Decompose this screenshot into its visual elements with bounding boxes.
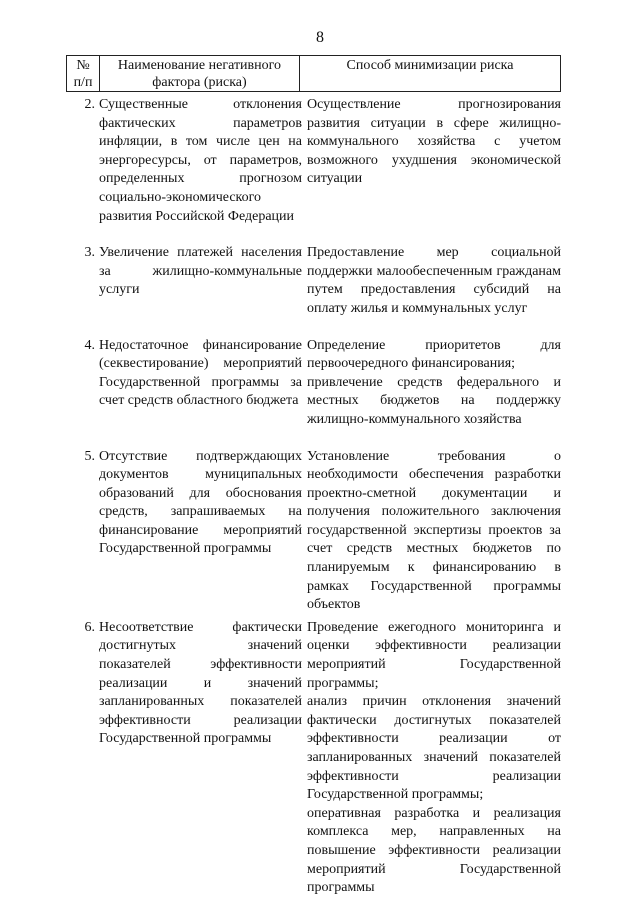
row-num: 2. [84,97,95,112]
table-row [66,619,561,898]
row-factor: Существенные отклонения фактических параметров инфляции, в том числе цен на энергоресурсы, от параметров, определенных прогнозом социально-экономического развития Российской Федерации [99,97,302,224]
row-factor: Недостаточное финансирование (секвестирование) мероприятий Государственной программы за счет средств областного бюджета [99,337,302,409]
row-num: 3. [84,245,95,261]
header-num: № п/п [67,56,100,92]
row-factor: Отсутствие подтверждающих документов муниципальных образований для обоснования средств, запрашиваемых на финансирование мероприятий Государственной программы [99,448,302,557]
table-row [66,244,561,318]
method-paragraph: Предоставление мер социальной поддержки малообеспеченным гражданам путем предоставления субсидий на оплату жилья и коммунальных услуг [307,245,561,316]
method-paragraph: Установление требования о необходимости обеспечения разработки проектно-сметной документации и получения положительного заключения государственной экспертизы проектов за счет средств местных бюджетов по планируемым к финансированию в рамках Государственной программы объектов [307,448,561,613]
row-method [307,244,561,318]
header-method: Способ минимизации риска [300,56,561,92]
risk-table-header [66,55,561,92]
row-method [307,96,561,189]
table-row [66,337,561,430]
row-num: 4. [84,337,95,353]
row-num: 5. [84,448,95,464]
page-number: 8 [316,29,324,46]
method-paragraph: привлечение средств федерального и местных бюджетов на поддержку жилищно-коммунального хозяйства [307,374,561,427]
method-paragraph: оперативная разработка и реализация комплекса мер, направленных на повышение эффективности реализации мероприятий Государственной программы [307,805,561,896]
row-method [307,448,561,615]
row-method [307,337,561,430]
row-num: 6. [84,619,95,635]
method-paragraph: Осуществление прогнозирования развития ситуации в сфере жилищно-коммунального хозяйства с учетом возможного ухудшения экономической ситуации [307,97,561,187]
method-paragraph: Определение приоритетов для первоочередного финансирования; [307,337,561,372]
row-method [307,619,561,898]
header-factor: Наименование негативного фактора (риска) [100,56,300,92]
row-factor: Увеличение платежей населения за жилищно-коммунальные услуги [99,245,302,298]
method-paragraph: анализ причин отклонения значений фактически достигнутых показателей эффективности реализации от запланированных значений показателей эффективности реализации Государственной программы; [307,694,561,803]
table-row [66,96,561,226]
risk-table-body [66,96,561,898]
method-paragraph: Проведение ежегодного мониторинга и оценки эффективности реализации мероприятий Государственной программы; [307,619,561,691]
table-row [66,448,561,615]
row-factor: Несоответствие фактически достигнутых значений показателей эффективности реализации и значений запланированных показателей эффективности реализации Государственной программы [99,619,302,747]
